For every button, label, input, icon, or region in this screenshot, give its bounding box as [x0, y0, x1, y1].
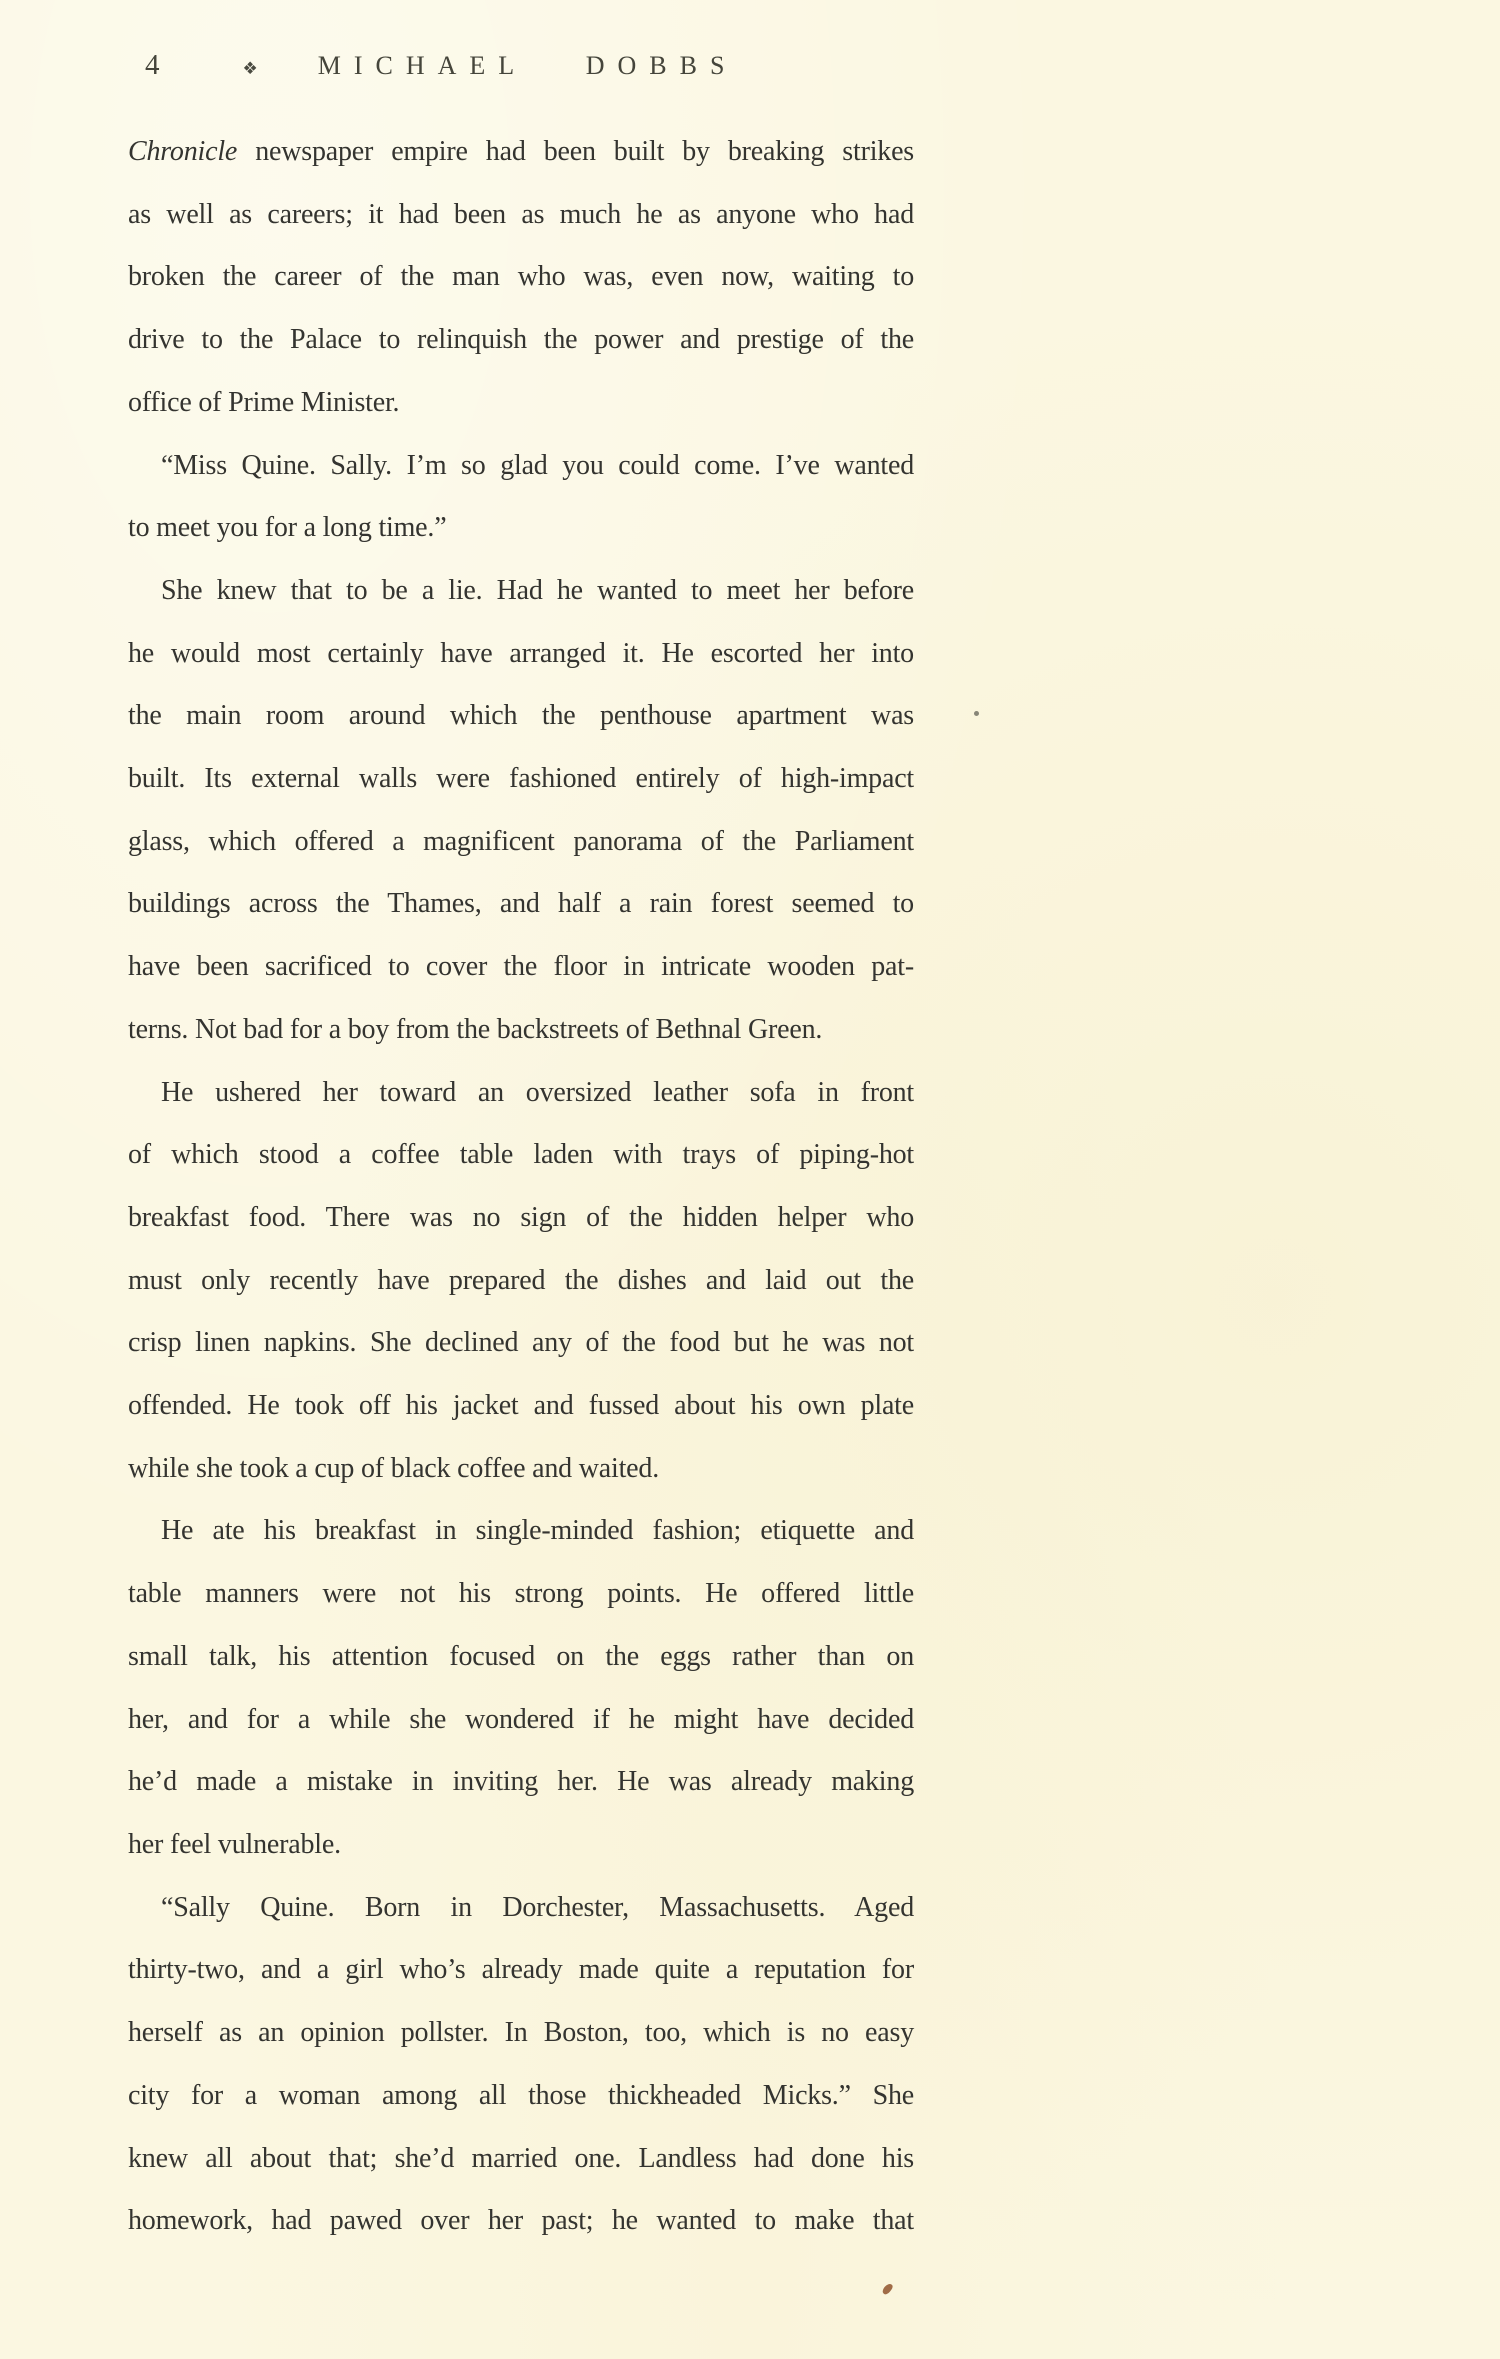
- italic-newspaper-name: Chronicle: [128, 136, 238, 167]
- text-line: the main room around which the penthouse apartment was: [128, 700, 914, 732]
- running-head: [145, 49, 737, 82]
- paragraph: [128, 1877, 914, 2253]
- text-line: terns. Not bad for a boy from the backstreets of Bethnal Green.: [128, 1013, 823, 1045]
- text-line: to meet you for a long time.”: [128, 512, 447, 544]
- text-line: “Miss Quine. Sally. I’m so glad you could come. I’ve wanted: [161, 449, 914, 481]
- text-line: He ushered her toward an oversized leather sofa in front: [161, 1076, 914, 1108]
- text-line: homework, had pawed over her past; he wanted to make that: [128, 2205, 914, 2237]
- text-line: while she took a cup of black coffee and waited.: [128, 1452, 660, 1484]
- paper-speck: [881, 2282, 894, 2296]
- text-line: thirty-two, and a girl who’s already made quite a reputation for: [128, 1954, 914, 1986]
- text-line: broken the career of the man who was, even now, waiting to: [128, 261, 914, 293]
- text-line: herself as an opinion pollster. In Boston, too, which is no easy: [128, 2017, 914, 2049]
- text-span: newspaper empire had been built by breaking strikes: [237, 136, 914, 167]
- page-number: 4: [145, 49, 160, 81]
- page-text-column: [128, 121, 914, 2253]
- paragraph: [128, 1062, 914, 1501]
- paragraph: [128, 560, 914, 1062]
- paper-speck: [974, 711, 979, 716]
- text-line: [128, 121, 914, 184]
- text-line: her feel vulnerable.: [128, 1828, 341, 1860]
- text-line: crisp linen napkins. She declined any of the food but he was not: [128, 1327, 914, 1359]
- text-line: knew all about that; she’d married one. Landless had done his: [128, 2142, 914, 2174]
- text-line: offended. He took off his jacket and fussed about his own plate: [128, 1390, 914, 1422]
- text-line: city for a woman among all those thickheaded Micks.” She: [128, 2079, 914, 2111]
- text-line: he would most certainly have arranged it. He escorted her into: [128, 637, 914, 669]
- text-line: built. Its external walls were fashioned entirely of high-impact: [128, 763, 914, 795]
- running-head-author: MICHAEL DOBBS: [317, 51, 738, 80]
- text-line: She knew that to be a lie. Had he wanted to meet her before: [161, 574, 914, 606]
- text-line: breakfast food. There was no sign of the hidden helper who: [128, 1201, 914, 1233]
- text-line: office of Prime Minister.: [128, 386, 400, 418]
- text-line: must only recently have prepared the dishes and laid out the: [128, 1264, 914, 1296]
- text-line: “Sally Quine. Born in Dorchester, Massachusetts. Aged: [161, 1891, 914, 1923]
- text-line: table manners were not his strong points. He offered little: [128, 1578, 914, 1610]
- text-line: her, and for a while she wondered if he might have decided: [128, 1703, 914, 1735]
- paragraph: [128, 435, 914, 560]
- text-line: as well as careers; it had been as much he as anyone who had: [128, 198, 914, 230]
- paragraph: [128, 121, 914, 435]
- paragraph: [128, 1500, 914, 1876]
- text-line: glass, which offered a magnificent panorama of the Parliament: [128, 825, 914, 857]
- text-line: drive to the Palace to relinquish the power and prestige of the: [128, 324, 914, 356]
- text-line: small talk, his attention focused on the eggs rather than on: [128, 1640, 914, 1672]
- text-line: he’d made a mistake in inviting her. He was already making: [128, 1766, 914, 1798]
- text-line: buildings across the Thames, and half a rain forest seemed to: [128, 888, 914, 920]
- text-line: of which stood a coffee table laden with trays of piping-hot: [128, 1139, 914, 1171]
- text-line: have been sacrificed to cover the floor in intricate wooden pat-: [128, 951, 914, 983]
- text-line: He ate his breakfast in single-minded fashion; etiquette and: [161, 1515, 914, 1547]
- diamond-ornament-icon: ❖: [242, 59, 258, 78]
